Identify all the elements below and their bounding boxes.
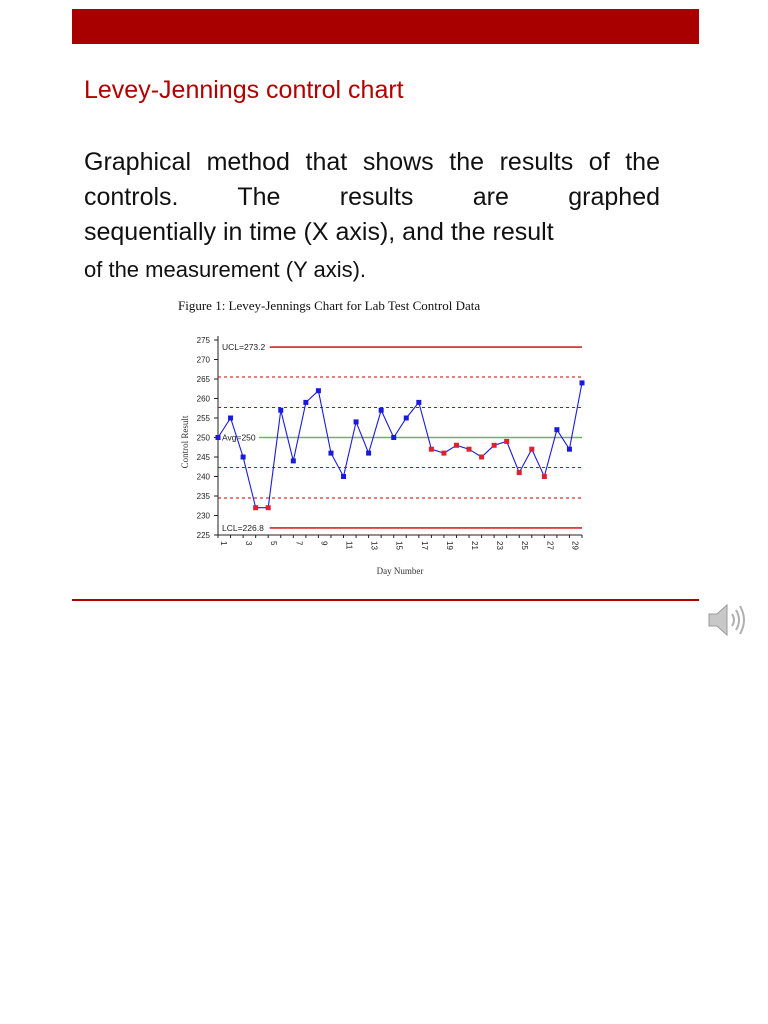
data-point	[391, 435, 396, 440]
data-point	[303, 400, 308, 405]
data-point-out-of-control	[467, 447, 472, 452]
data-point	[216, 435, 221, 440]
y-tick-label: 260	[196, 394, 210, 404]
y-tick-label: 225	[196, 531, 210, 540]
data-point	[379, 408, 384, 413]
data-point	[416, 400, 421, 405]
x-tick-label: 7	[294, 541, 304, 546]
y-tick-label: 275	[196, 336, 210, 345]
data-point-out-of-control	[504, 439, 509, 444]
data-point	[341, 474, 346, 479]
slide-title: Levey-Jennings control chart	[84, 76, 404, 104]
data-point-out-of-control	[454, 443, 459, 448]
data-point-out-of-control	[266, 505, 271, 510]
body-text-line-2: controls. The results are graphed	[84, 183, 660, 211]
speaker-icon[interactable]	[705, 597, 751, 648]
x-tick-label: 1	[219, 541, 228, 546]
control-line-label: Avg=250	[222, 432, 256, 443]
y-axis-label: Control Result	[180, 415, 190, 469]
data-point-out-of-control	[429, 447, 434, 452]
header-bar	[72, 9, 699, 44]
y-tick-label: 255	[196, 414, 210, 423]
data-point	[554, 427, 559, 432]
x-tick-label: 5	[269, 541, 279, 546]
bottom-divider	[72, 599, 699, 601]
x-tick-label: 21	[470, 541, 480, 550]
x-tick-label: 23	[495, 541, 505, 550]
data-point-out-of-control	[542, 474, 547, 479]
data-point	[291, 458, 296, 463]
x-tick-label: 3	[244, 541, 254, 546]
data-point	[278, 408, 283, 413]
x-tick-label: 15	[394, 541, 404, 550]
data-point	[328, 451, 333, 456]
y-tick-label: 250	[196, 433, 210, 443]
chart-title: Figure 1: Levey-Jennings Chart for Lab Test Control Data	[178, 298, 481, 313]
x-tick-label: 13	[369, 541, 379, 550]
y-tick-label: 265	[196, 375, 210, 384]
y-tick-label: 235	[196, 492, 210, 501]
x-tick-label: 17	[419, 541, 429, 550]
x-tick-label: 27	[545, 541, 555, 550]
y-tick-label: 270	[196, 355, 210, 365]
x-tick-label: 11	[344, 541, 354, 550]
y-tick-label: 245	[196, 453, 210, 462]
data-point	[228, 416, 233, 421]
x-axis-label: Day Number	[376, 566, 424, 576]
x-tick-label: 19	[444, 541, 454, 550]
levey-jennings-chart	[170, 292, 600, 589]
data-point	[241, 455, 246, 460]
control-line-label: LCL=226.8	[222, 522, 264, 533]
x-tick-label: 29	[570, 541, 580, 550]
data-point	[567, 447, 572, 452]
data-point-out-of-control	[479, 455, 484, 460]
x-tick-label: 25	[520, 541, 530, 550]
data-point	[580, 380, 585, 385]
chart-svg	[170, 292, 600, 584]
y-tick-label: 230	[196, 511, 210, 521]
y-tick-label: 240	[196, 472, 210, 482]
data-point-out-of-control	[492, 443, 497, 448]
data-point-out-of-control	[441, 451, 446, 456]
data-point	[354, 419, 359, 424]
data-point-out-of-control	[517, 470, 522, 475]
control-line-label: UCL=273.2	[222, 342, 266, 353]
data-point	[316, 388, 321, 393]
body-text-line-4: of the measurement (Y axis).	[84, 257, 367, 282]
data-point-out-of-control	[529, 447, 534, 452]
data-point	[404, 416, 409, 421]
data-point-out-of-control	[253, 505, 258, 510]
body-text-line-1: Graphical method that shows the results of the	[84, 148, 660, 176]
data-point	[366, 451, 371, 456]
body-text-line-3: sequentially in time (X axis), and the result	[84, 218, 554, 246]
series-line	[218, 383, 582, 508]
x-tick-label: 9	[319, 541, 329, 546]
